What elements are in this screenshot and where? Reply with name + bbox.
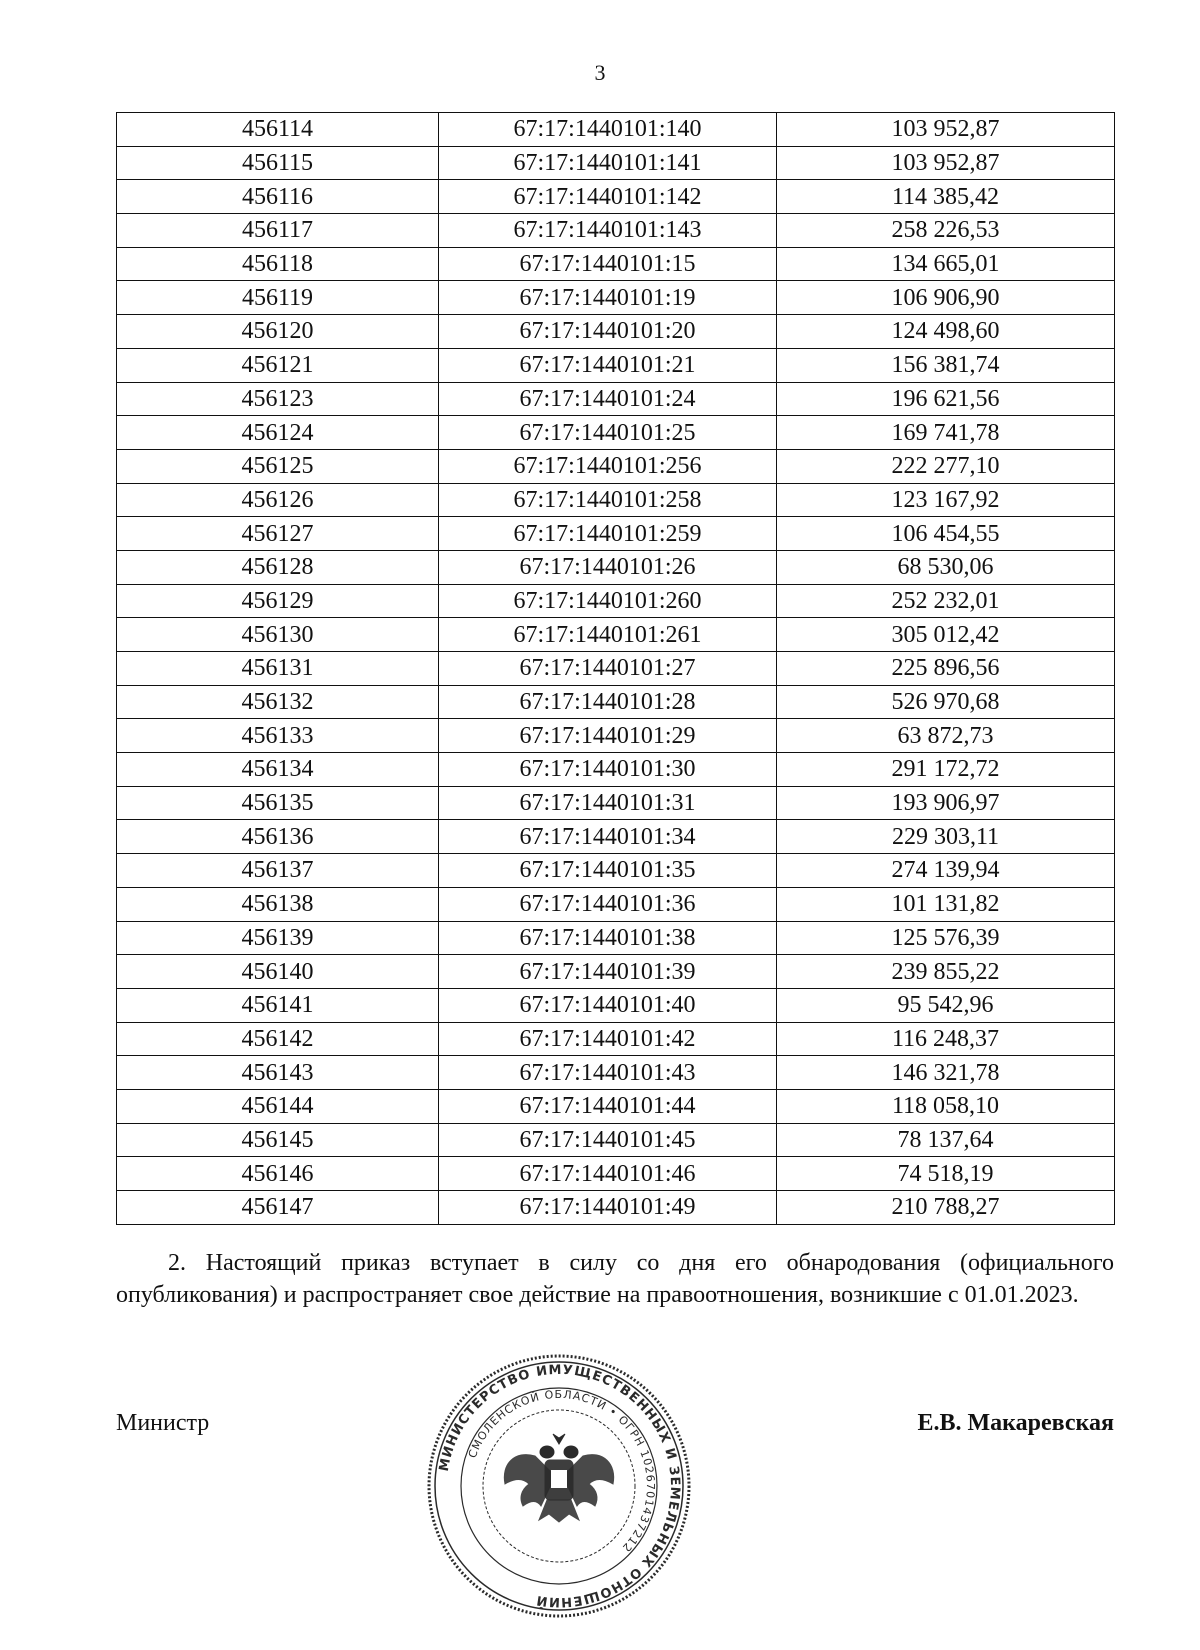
table-row — [117, 382, 1115, 416]
table-row — [117, 416, 1115, 450]
table-row — [117, 584, 1115, 618]
object-number-cell: 456138 — [117, 887, 439, 921]
cadastral-number-cell: 67:17:1440101:15 — [439, 247, 777, 281]
object-number-cell: 456142 — [117, 1022, 439, 1056]
object-number-cell: 456134 — [117, 753, 439, 787]
cadastral-number-cell: 67:17:1440101:30 — [439, 753, 777, 787]
cadastral-number-cell: 67:17:1440101:44 — [439, 1089, 777, 1123]
table-body — [117, 113, 1115, 1225]
table-row — [117, 146, 1115, 180]
cadastral-value-cell: 106 906,90 — [777, 281, 1115, 315]
cadastral-value-cell: 114 385,42 — [777, 180, 1115, 214]
object-number-cell: 456147 — [117, 1191, 439, 1225]
cadastral-value-cell: 134 665,01 — [777, 247, 1115, 281]
cadastral-number-cell: 67:17:1440101:258 — [439, 483, 777, 517]
object-number-cell: 456121 — [117, 348, 439, 382]
cadastral-number-cell: 67:17:1440101:21 — [439, 348, 777, 382]
cadastral-value-cell: 526 970,68 — [777, 685, 1115, 719]
table-row — [117, 483, 1115, 517]
cadastral-number-cell: 67:17:1440101:40 — [439, 988, 777, 1022]
cadastral-value-cell: 252 232,01 — [777, 584, 1115, 618]
page-number: 3 — [594, 60, 606, 85]
cadastral-value-cell: 258 226,53 — [777, 214, 1115, 248]
coat-of-arms-emblem — [504, 1434, 613, 1522]
object-number-cell: 456140 — [117, 955, 439, 989]
table-row — [117, 955, 1115, 989]
table-row — [117, 854, 1115, 888]
cadastral-value-cell: 125 576,39 — [777, 921, 1115, 955]
object-number-cell: 456133 — [117, 719, 439, 753]
table-row — [117, 247, 1115, 281]
cadastral-value-cell: 222 277,10 — [777, 449, 1115, 483]
cadastral-number-cell: 67:17:1440101:29 — [439, 719, 777, 753]
cadastral-number-cell: 67:17:1440101:24 — [439, 382, 777, 416]
object-number-cell: 456145 — [117, 1123, 439, 1157]
cadastral-value-cell: 101 131,82 — [777, 887, 1115, 921]
cadastral-number-cell: 67:17:1440101:38 — [439, 921, 777, 955]
table-row — [117, 685, 1115, 719]
table-row — [117, 315, 1115, 349]
table-row — [117, 550, 1115, 584]
table-row — [117, 988, 1115, 1022]
object-number-cell: 456126 — [117, 483, 439, 517]
object-number-cell: 456120 — [117, 315, 439, 349]
cadastral-value-table — [116, 112, 1115, 1225]
object-number-cell: 456117 — [117, 214, 439, 248]
cadastral-value-cell: 146 321,78 — [777, 1056, 1115, 1090]
cadastral-number-cell: 67:17:1440101:141 — [439, 146, 777, 180]
object-number-cell: 456143 — [117, 1056, 439, 1090]
object-number-cell: 456130 — [117, 618, 439, 652]
cadastral-number-cell: 67:17:1440101:25 — [439, 416, 777, 450]
object-number-cell: 456116 — [117, 180, 439, 214]
effective-date-paragraph — [116, 1247, 1114, 1311]
cadastral-value-cell: 68 530,06 — [777, 550, 1115, 584]
table-row — [117, 1191, 1115, 1225]
svg-text:МИНИСТЕРСТВО ИМУЩЕСТВЕННЫХ И З: МИНИСТЕРСТВО ИМУЩЕСТВЕННЫХ И ЗЕМЕЛЬНЫХ ОТНОШЕНИЙ — [436, 1362, 683, 1610]
object-number-cell: 456114 — [117, 113, 439, 147]
object-number-cell: 456128 — [117, 550, 439, 584]
cadastral-number-cell: 67:17:1440101:28 — [439, 685, 777, 719]
table-row — [117, 281, 1115, 315]
cadastral-value-cell: 274 139,94 — [777, 854, 1115, 888]
table-row — [117, 753, 1115, 787]
cadastral-number-cell: 67:17:1440101:31 — [439, 786, 777, 820]
table-row — [117, 921, 1115, 955]
cadastral-number-cell: 67:17:1440101:34 — [439, 820, 777, 854]
cadastral-number-cell: 67:17:1440101:261 — [439, 618, 777, 652]
cadastral-number-cell: 67:17:1440101:256 — [439, 449, 777, 483]
cadastral-number-cell: 67:17:1440101:19 — [439, 281, 777, 315]
cadastral-value-cell: 210 788,27 — [777, 1191, 1115, 1225]
signatory-name: Е.В. Макаревская — [917, 1410, 1114, 1436]
table-row — [117, 618, 1115, 652]
cadastral-value-cell: 78 137,64 — [777, 1123, 1115, 1157]
object-number-cell: 456137 — [117, 854, 439, 888]
object-number-cell: 456127 — [117, 517, 439, 551]
cadastral-value-cell: 229 303,11 — [777, 820, 1115, 854]
object-number-cell: 456123 — [117, 382, 439, 416]
cadastral-number-cell: 67:17:1440101:36 — [439, 887, 777, 921]
object-number-cell: 456135 — [117, 786, 439, 820]
cadastral-value-cell: 193 906,97 — [777, 786, 1115, 820]
cadastral-value-cell: 239 855,22 — [777, 955, 1115, 989]
object-number-cell: 456132 — [117, 685, 439, 719]
cadastral-number-cell: 67:17:1440101:46 — [439, 1157, 777, 1191]
table-row — [117, 1022, 1115, 1056]
signatory-title: Министр — [116, 1410, 210, 1436]
cadastral-value-cell: 196 621,56 — [777, 382, 1115, 416]
object-number-cell: 456146 — [117, 1157, 439, 1191]
object-number-cell: 456131 — [117, 652, 439, 686]
cadastral-value-cell: 169 741,78 — [777, 416, 1115, 450]
cadastral-value-cell: 305 012,42 — [777, 618, 1115, 652]
cadastral-number-cell: 67:17:1440101:39 — [439, 955, 777, 989]
object-number-cell: 456136 — [117, 820, 439, 854]
table-row — [117, 1123, 1115, 1157]
cadastral-number-cell: 67:17:1440101:43 — [439, 1056, 777, 1090]
cadastral-number-cell: 67:17:1440101:142 — [439, 180, 777, 214]
cadastral-number-cell: 67:17:1440101:35 — [439, 854, 777, 888]
table-row — [117, 449, 1115, 483]
cadastral-value-cell: 225 896,56 — [777, 652, 1115, 686]
object-number-cell: 456115 — [117, 146, 439, 180]
cadastral-value-cell: 95 542,96 — [777, 988, 1115, 1022]
cadastral-number-cell: 67:17:1440101:27 — [439, 652, 777, 686]
cadastral-number-cell: 67:17:1440101:260 — [439, 584, 777, 618]
official-seal — [425, 1352, 693, 1620]
cadastral-value-cell: 116 248,37 — [777, 1022, 1115, 1056]
object-number-cell: 456124 — [117, 416, 439, 450]
table-row — [117, 786, 1115, 820]
table-row — [117, 820, 1115, 854]
table-row — [117, 214, 1115, 248]
cadastral-number-cell: 67:17:1440101:143 — [439, 214, 777, 248]
cadastral-number-cell: 67:17:1440101:26 — [439, 550, 777, 584]
cadastral-value-cell: 124 498,60 — [777, 315, 1115, 349]
object-number-cell: 456118 — [117, 247, 439, 281]
object-number-cell: 456141 — [117, 988, 439, 1022]
cadastral-value-cell: 63 872,73 — [777, 719, 1115, 753]
cadastral-value-cell: 106 454,55 — [777, 517, 1115, 551]
cadastral-number-cell: 67:17:1440101:45 — [439, 1123, 777, 1157]
svg-text:СМОЛЕНСКОЙ ОБЛАСТИ • ОГРН 1026: СМОЛЕНСКОЙ ОБЛАСТИ • ОГРН 1026701437212 — [465, 1387, 658, 1555]
table-row — [117, 113, 1115, 147]
cadastral-number-cell: 67:17:1440101:42 — [439, 1022, 777, 1056]
object-number-cell: 456144 — [117, 1089, 439, 1123]
cadastral-value-cell: 123 167,92 — [777, 483, 1115, 517]
table-row — [117, 1089, 1115, 1123]
cadastral-number-cell: 67:17:1440101:49 — [439, 1191, 777, 1225]
object-number-cell: 456129 — [117, 584, 439, 618]
cadastral-value-cell: 291 172,72 — [777, 753, 1115, 787]
table-row — [117, 1056, 1115, 1090]
table-row — [117, 719, 1115, 753]
paragraph-text: 2. Настоящий приказ вступает в силу со дня его обнародования (официального опубликования) и распространяет свое действие на правоотношения, возникшие с 01.01.2023. — [116, 1250, 1114, 1308]
object-number-cell: 456125 — [117, 449, 439, 483]
object-number-cell: 456119 — [117, 281, 439, 315]
cadastral-number-cell: 67:17:1440101:140 — [439, 113, 777, 147]
table-row — [117, 887, 1115, 921]
object-number-cell: 456139 — [117, 921, 439, 955]
cadastral-value-cell: 103 952,87 — [777, 113, 1115, 147]
cadastral-value-cell: 74 518,19 — [777, 1157, 1115, 1191]
cadastral-value-cell: 156 381,74 — [777, 348, 1115, 382]
cadastral-value-cell: 103 952,87 — [777, 146, 1115, 180]
table-row — [117, 517, 1115, 551]
table-row — [117, 652, 1115, 686]
table-row — [117, 348, 1115, 382]
cadastral-number-cell: 67:17:1440101:20 — [439, 315, 777, 349]
table-row — [117, 1157, 1115, 1191]
table-row — [117, 180, 1115, 214]
cadastral-number-cell: 67:17:1440101:259 — [439, 517, 777, 551]
cadastral-value-cell: 118 058,10 — [777, 1089, 1115, 1123]
